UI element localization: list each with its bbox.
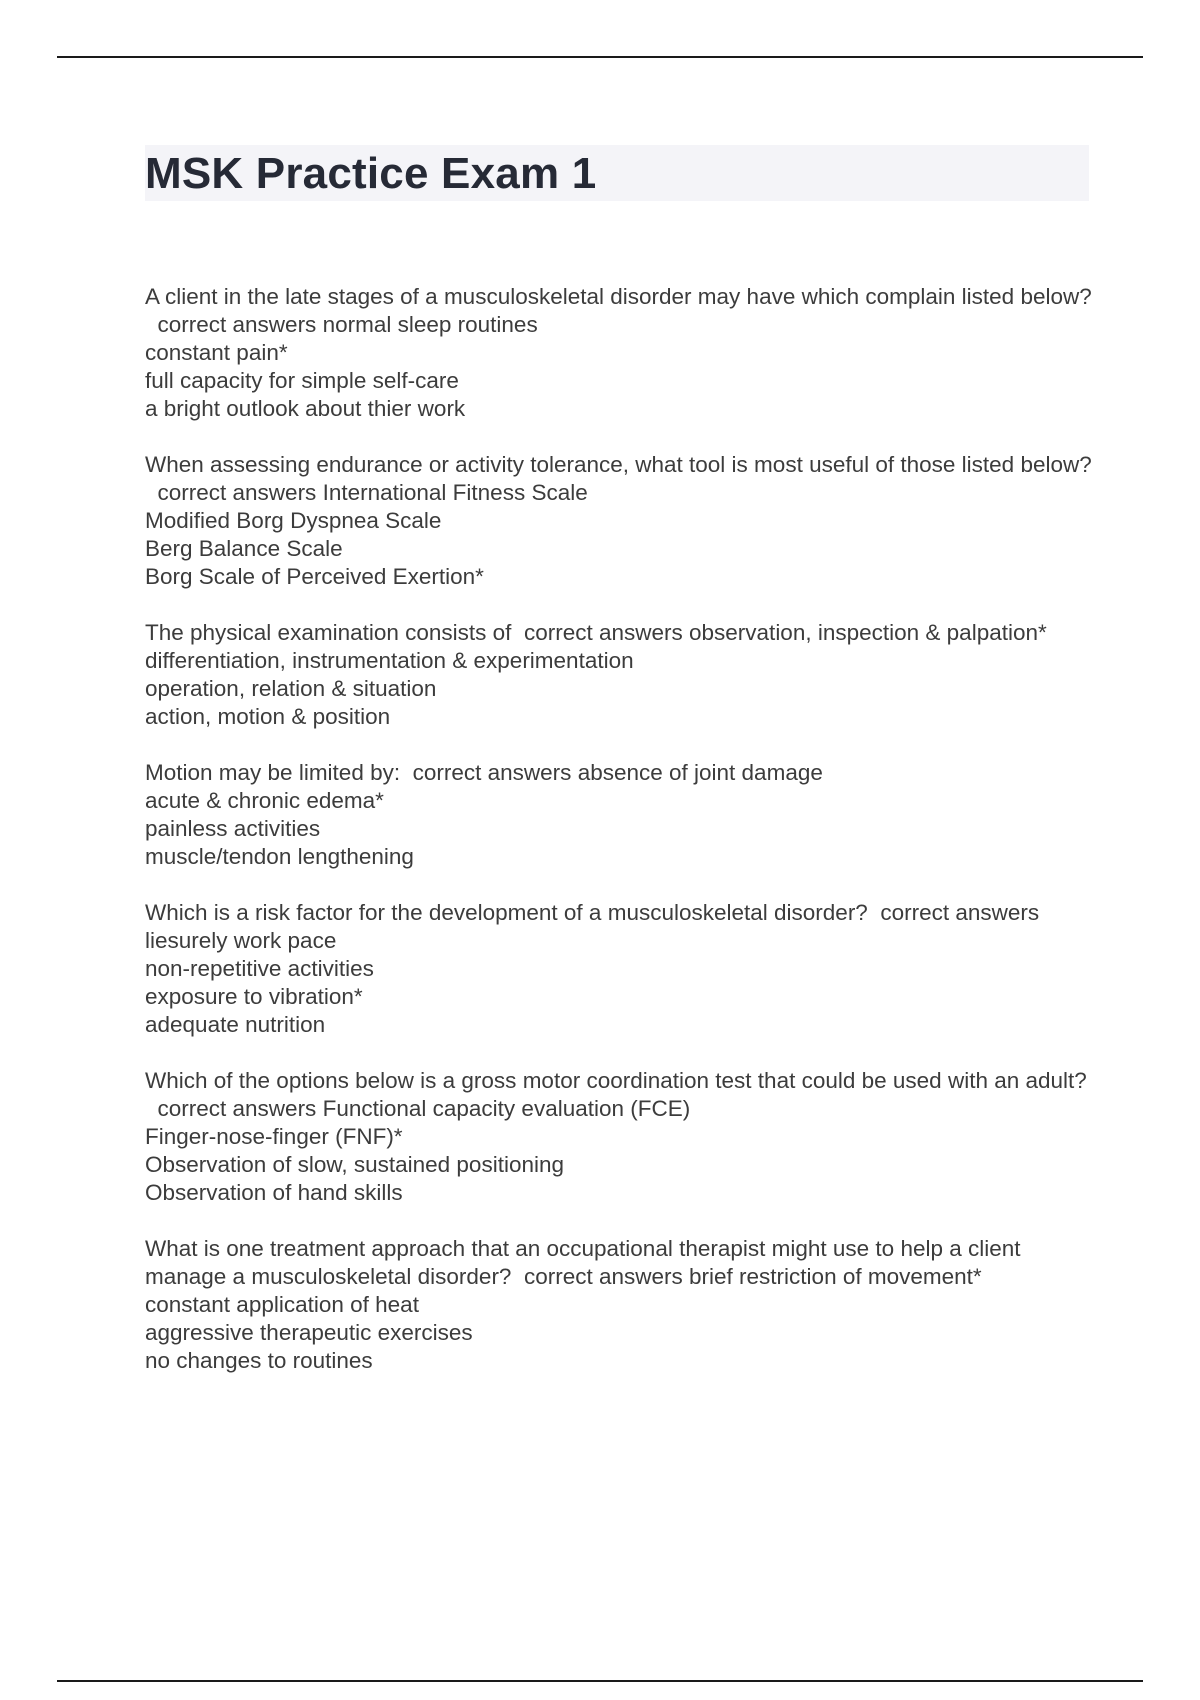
question-stem	[145, 283, 1095, 339]
answer-option: normal sleep routines	[322, 312, 538, 337]
answer-option: Observation of slow, sustained positioning	[145, 1152, 564, 1177]
top-rule	[57, 56, 1143, 58]
question-block	[145, 283, 1095, 423]
answer-option: differentiation, instrumentation & experimentation	[145, 648, 634, 673]
question-stem	[145, 1067, 1095, 1123]
answer-option: constant pain*	[145, 340, 288, 365]
question-block	[145, 759, 1095, 871]
answer-label: correct answers	[523, 1264, 683, 1289]
answer-option: muscle/tendon lengthening	[145, 844, 414, 869]
answer-option: acute & chronic edema*	[145, 788, 384, 813]
answer-label: correct answers	[880, 900, 1040, 925]
answer-label: correct answers	[523, 620, 683, 645]
answer-label: correct answers	[157, 480, 317, 505]
question-block	[145, 451, 1095, 591]
answer-option: exposure to vibration*	[145, 984, 363, 1009]
answer-option: adequate nutrition	[145, 1012, 326, 1037]
answer-option: no changes to routines	[145, 1348, 373, 1373]
answer-option: Functional capacity evaluation (FCE)	[322, 1096, 691, 1121]
answer-option: Modified Borg Dyspnea Scale	[145, 508, 442, 533]
question-stem	[145, 759, 1095, 787]
answer-option: action, motion & position	[145, 704, 391, 729]
question-text: Which is a risk factor for the development of a musculoskeletal disorder?	[145, 900, 868, 925]
question-stem	[145, 451, 1095, 507]
question-block	[145, 619, 1095, 731]
question-text: What is one treatment approach that an occupational therapist might use to help a client manage a musculoskeletal disorder?	[145, 1236, 1021, 1289]
question-text: Which of the options below is a gross motor coordination test that could be used with an adult?	[145, 1068, 1087, 1093]
question-stem	[145, 1235, 1095, 1291]
question-list	[145, 283, 1095, 1403]
answer-label: correct answers	[412, 760, 572, 785]
question-block	[145, 899, 1095, 1039]
question-stem	[145, 619, 1095, 647]
page-title: MSK Practice Exam 1	[145, 149, 597, 198]
answer-option: liesurely work pace	[145, 928, 337, 953]
answer-option: Finger-nose-finger (FNF)*	[145, 1124, 403, 1149]
answer-option: Berg Balance Scale	[145, 536, 343, 561]
answer-option: painless activities	[145, 816, 321, 841]
question-block	[145, 1067, 1095, 1207]
answer-option: observation, inspection & palpation*	[689, 620, 1047, 645]
bottom-rule	[57, 1680, 1143, 1682]
answer-option: International Fitness Scale	[322, 480, 588, 505]
answer-label: correct answers	[157, 312, 317, 337]
question-text: Motion may be limited by:	[145, 760, 401, 785]
question-block	[145, 1235, 1095, 1375]
answer-option: Borg Scale of Perceived Exertion*	[145, 564, 484, 589]
answer-option: brief restriction of movement*	[689, 1264, 982, 1289]
question-text: The physical examination consists of	[145, 620, 512, 645]
answer-option: aggressive therapeutic exercises	[145, 1320, 473, 1345]
question-stem	[145, 899, 1095, 955]
title-box	[145, 145, 1089, 201]
answer-option: absence of joint damage	[577, 760, 823, 785]
answer-option: operation, relation & situation	[145, 676, 437, 701]
answer-option: full capacity for simple self-care	[145, 368, 459, 393]
answer-option: a bright outlook about thier work	[145, 396, 466, 421]
answer-option: non-repetitive activities	[145, 956, 374, 981]
question-text: When assessing endurance or activity tolerance, what tool is most useful of those listed below?	[145, 452, 1092, 477]
answer-option: Observation of hand skills	[145, 1180, 403, 1205]
answer-label: correct answers	[157, 1096, 317, 1121]
question-text: A client in the late stages of a musculoskeletal disorder may have which complain listed below?	[145, 284, 1092, 309]
answer-option: constant application of heat	[145, 1292, 419, 1317]
